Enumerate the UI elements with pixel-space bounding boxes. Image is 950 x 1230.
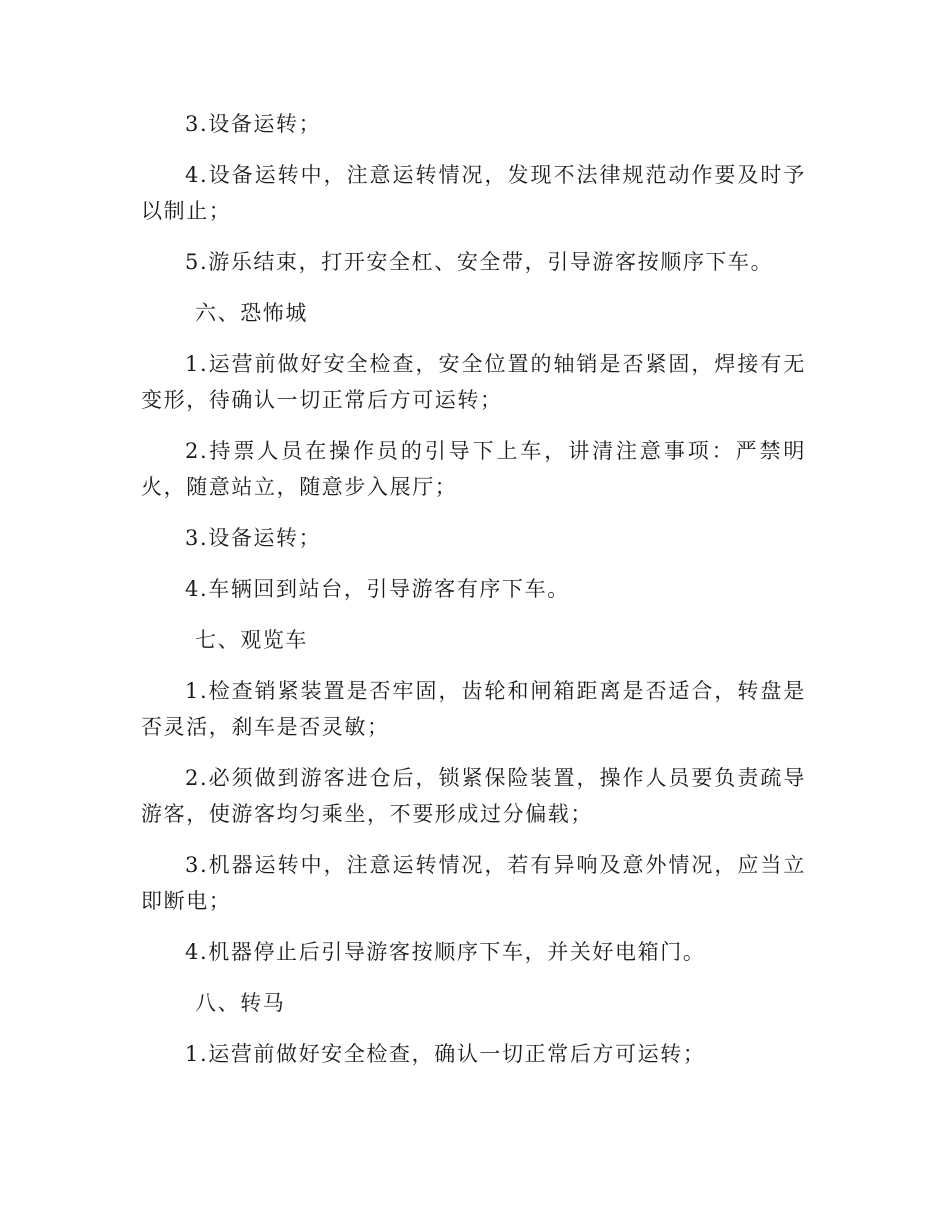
section-heading: 六、恐怖城 <box>195 301 308 325</box>
document-body <box>141 106 806 1087</box>
paragraph-item: 3.机器运转中，注意运转情况，若有异响及意外情况，应当立即断电； <box>141 853 806 913</box>
paragraph-item: 2.必须做到游客进仓后，锁紧保险装置，操作人员要负责疏导游客，使游客均匀乘坐，不要形成过分偏载； <box>141 766 806 826</box>
paragraph-item: 1.运营前做好安全检查，确认一切正常后方可运转； <box>185 1042 706 1066</box>
paragraph-item: 4.机器停止后引导游客按顺序下车，并关好电箱门。 <box>185 940 706 964</box>
section-heading: 八、转马 <box>195 991 286 1015</box>
paragraph-item: 1.检查销紧装置是否牢固，齿轮和闸箱距离是否适合，转盘是否灵活，刹车是否灵敏； <box>141 679 806 739</box>
paragraph-item: 4.设备运转中，注意运转情况，发现不法律规范动作要及时予以制止； <box>141 163 806 223</box>
section-heading: 七、观览车 <box>195 628 308 652</box>
paragraph-item: 3.设备运转； <box>185 526 322 550</box>
paragraph-item: 4.车辆回到站台，引导游客有序下车。 <box>185 577 570 601</box>
paragraph-item: 1.运营前做好安全检查，安全位置的轴销是否紧固，焊接有无变形，待确认一切正常后方可运转； <box>141 352 806 412</box>
paragraph-item: 5.游乐结束，打开安全杠、安全带，引导游客按顺序下车。 <box>185 250 774 274</box>
paragraph-item: 3.设备运转； <box>185 112 322 136</box>
paragraph-item: 2.持票人员在操作员的引导下上车，讲清注意事项：严禁明火，随意站立，随意步入展厅； <box>141 439 806 499</box>
